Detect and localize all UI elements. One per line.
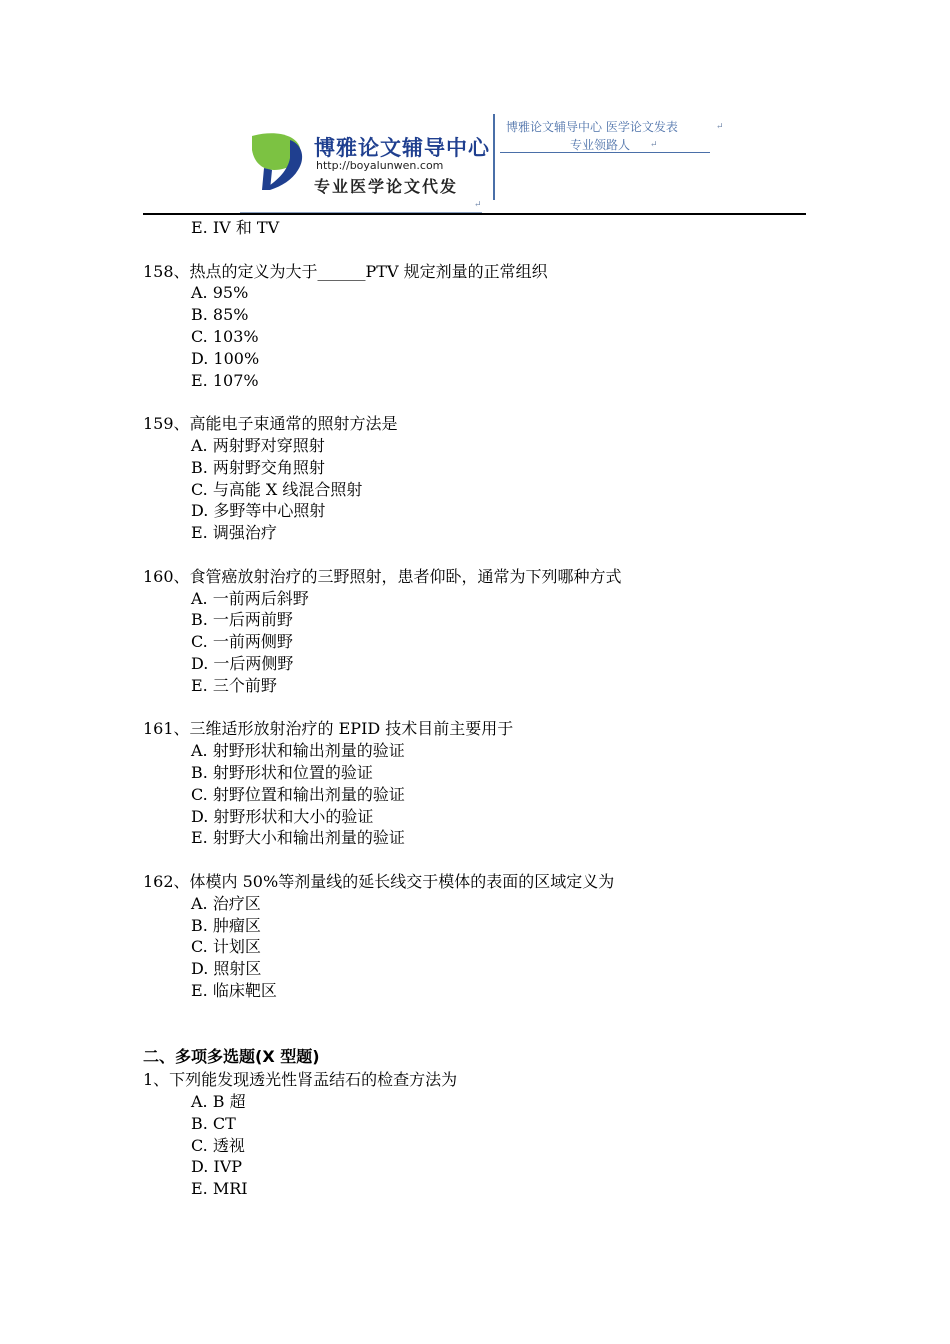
paragraph-mark-icon: ↵ [474,200,482,210]
logo [240,130,490,200]
section-title: 二、多项多选题(X 型题) [143,1047,320,1067]
paragraph-mark-icon: ↵ [650,140,658,150]
option-c: C. 计划区 [191,937,261,957]
option-d: D. 多野等中心照射 [191,501,326,521]
option-c: C. 103% [191,326,259,346]
leaf-logo-icon [244,130,314,192]
option-carry-over: E. IV 和 TV [191,218,280,237]
logo-url: http://boyalunwen.com [316,159,444,172]
option-c: C. 射野位置和输出剂量的验证 [191,784,405,804]
option-e: E. 射野大小和输出剂量的验证 [191,828,405,848]
option-e: E. MRI [191,1179,248,1199]
option-a: A. 95% [191,283,249,303]
question-159 [143,413,806,544]
question-158 [143,261,806,392]
header-side-line-1: 博雅论文辅导中心 医学论文发表 [506,120,678,134]
option-b: B. 两射野交角照射 [191,457,325,477]
option-d: D. 照射区 [191,959,262,979]
option-b: B. 射野形状和位置的验证 [191,762,373,782]
option-b: B. 一后两前野 [191,610,293,630]
question-stem: 1、下列能发现透光性肾盂结石的检查方法为 [143,1070,458,1090]
logo-slogan: 专业医学论文代发 [314,177,459,196]
question-stem: 162、体模内 50%等剂量线的延长线交于模体的表面的区域定义为 [143,871,615,891]
option-b: B. 85% [191,305,249,325]
option-e: E. 临床靶区 [191,980,277,1000]
header-side-underline [500,152,710,153]
header-divider [493,114,495,200]
question-160 [143,566,806,697]
option-b: B. 肿瘤区 [191,915,261,935]
option-e: E. 三个前野 [191,675,277,695]
question-stem: 161、三维适形放射治疗的 EPID 技术目前主要用于 [143,719,514,739]
option-d: D. 100% [191,348,260,368]
header-rule [143,213,806,215]
document-body [143,217,806,1200]
question-stem: 159、高能电子束通常的照射方法是 [143,414,398,434]
paragraph-mark-icon: ↵ [716,122,724,132]
option-e: E. 调强治疗 [191,523,277,543]
option-d: D. 一后两侧野 [191,653,294,673]
option-c: C. 透视 [191,1135,245,1155]
option-c: C. 与高能 X 线混合照射 [191,479,363,499]
page-header [240,112,724,210]
question-stem: 158、热点的定义为大于______PTV 规定剂量的正常组织 [143,261,548,281]
section-2 [143,1045,806,1200]
option-b: B. CT [191,1113,236,1133]
question-stem: 160、食管癌放射治疗的三野照射，患者仰卧，通常为下列哪种方式 [143,566,622,586]
question-162 [143,871,806,1002]
header-side-line-2: 专业领路人 [570,138,631,152]
option-d: D. 射野形状和大小的验证 [191,806,374,826]
option-e: E. 107% [191,370,259,390]
option-c: C. 一前两侧野 [191,632,293,652]
logo-title: 博雅论文辅导中心 [314,136,490,160]
option-a: A. B 超 [191,1092,246,1112]
option-d: D. IVP [191,1157,243,1177]
question-161 [143,718,806,849]
option-a: A. 治疗区 [191,893,261,913]
option-a: A. 射野形状和输出剂量的验证 [191,741,405,761]
option-a: A. 一前两后斜野 [191,588,309,608]
option-a: A. 两射野对穿照射 [191,435,325,455]
